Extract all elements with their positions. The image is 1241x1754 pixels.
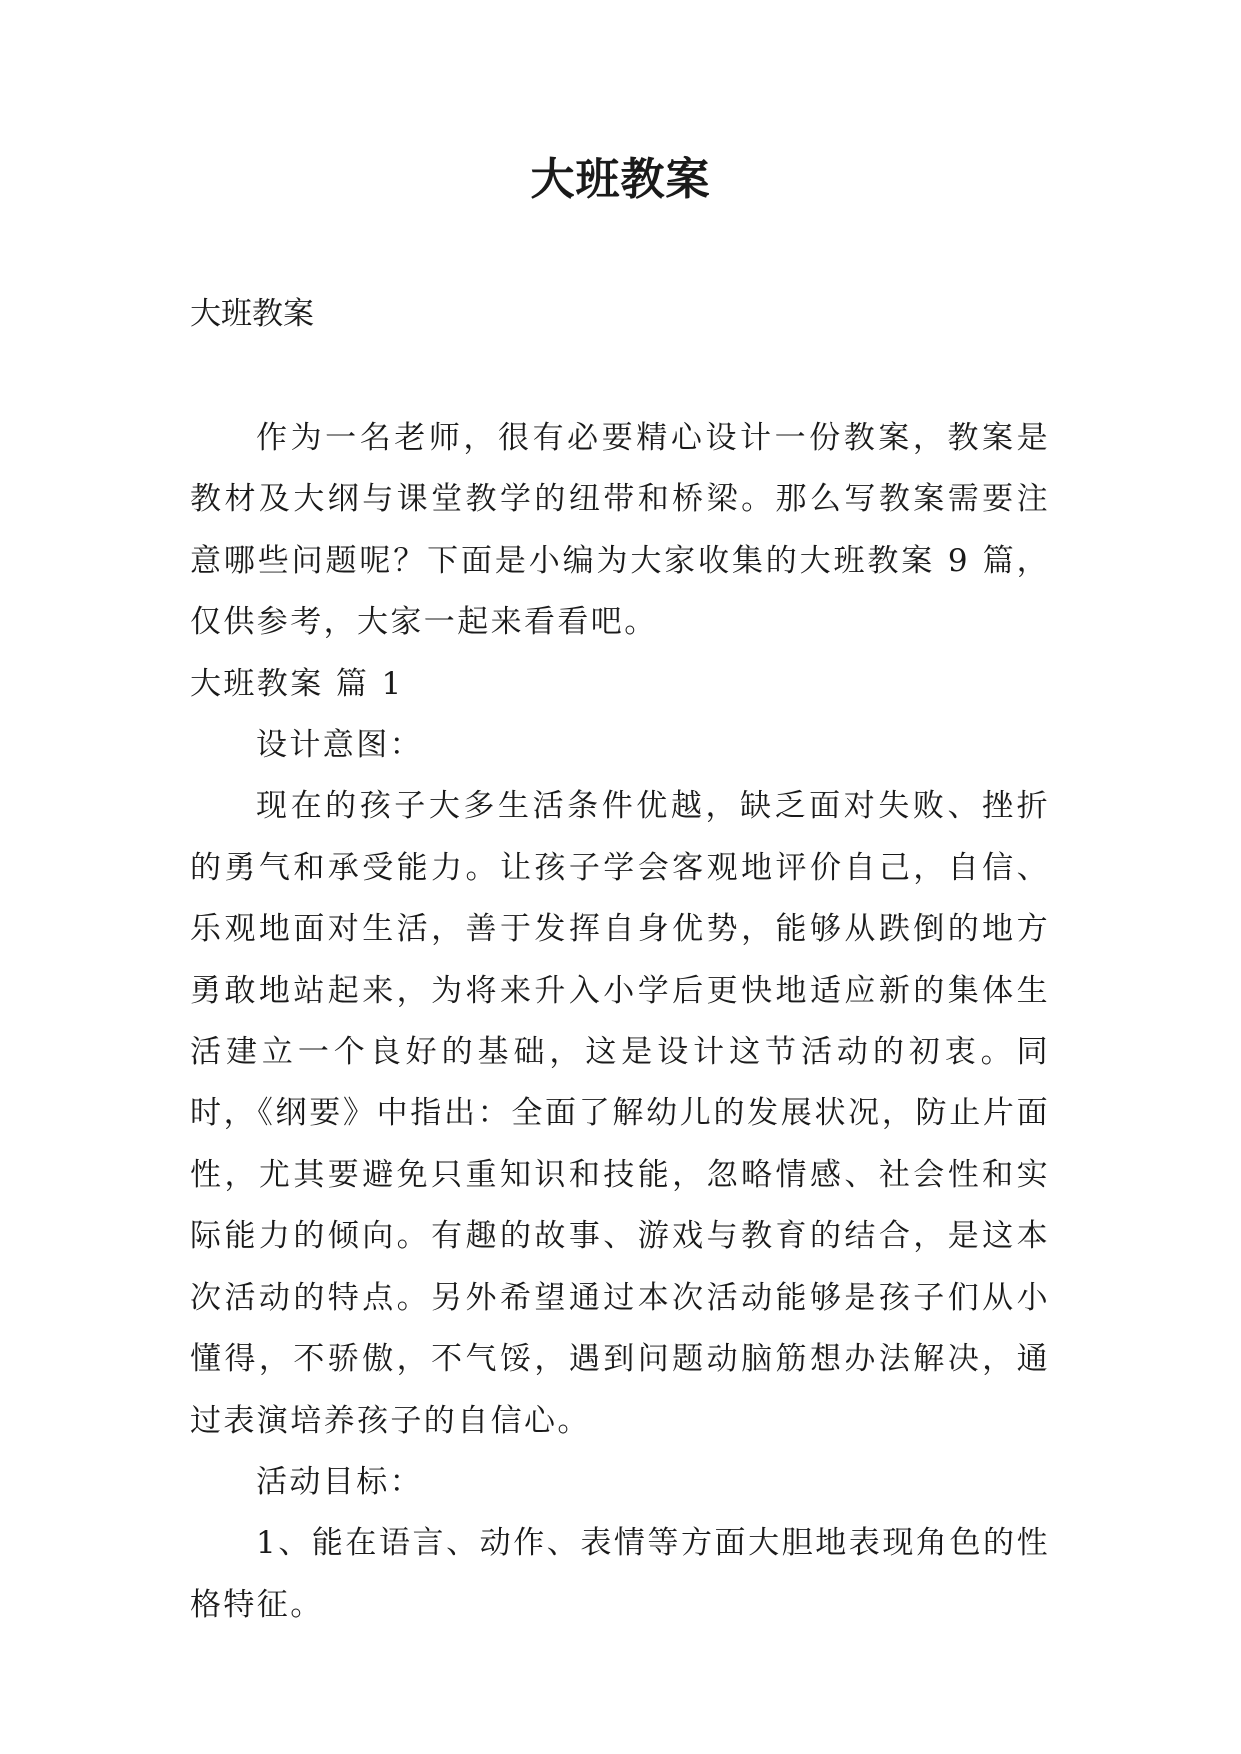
- activity-goals-label: 活动目标：: [256, 1463, 423, 1500]
- document-subtitle: 大班教案: [190, 296, 314, 332]
- design-intent-paragraph: 现在的孩子大多生活条件优越，缺乏面对失败、挫折的勇气和承受能力。让孩子学会客观地评价自己，自信、乐观地面对生活，善于发挥自身优势，能够从跌倒的地方勇敢地站起来，为将来升入小学后更快地适应新的集体生活建立一个良好的基础，这是设计这节活动的初衷。同时，《纲要》中指出：全面了解幼儿的发展状况，防止片面性，尤其要避免只重知识和技能，忽略情感、社会性和实际能力的倾向。有趣的故事、游戏与教育的结合，是这本次活动的特点。另外希望通过本次活动能够是孩子们从小懂得，不骄傲，不气馁，遇到问题动脑筋想办法解决，通过表演培养孩子的自信心。: [190, 788, 1050, 1439]
- document-body: [190, 408, 1050, 1636]
- design-intent-label: 设计意图：: [256, 727, 423, 764]
- section-heading: 大班教案 篇 1: [190, 665, 404, 702]
- activity-goal-item: 1、能在语言、动作、表情等方面大胆地表现角色的性格特征。: [190, 1525, 1050, 1623]
- intro-paragraph: 作为一名老师，很有必要精心设计一份教案，教案是教材及大纲与课堂教学的纽带和桥梁。那么写教案需要注意哪些问题呢？下面是小编为大家收集的大班教案 9 篇，仅供参考，大家一起来看看吧。: [190, 420, 1050, 641]
- document-title: 大班教案: [530, 154, 711, 205]
